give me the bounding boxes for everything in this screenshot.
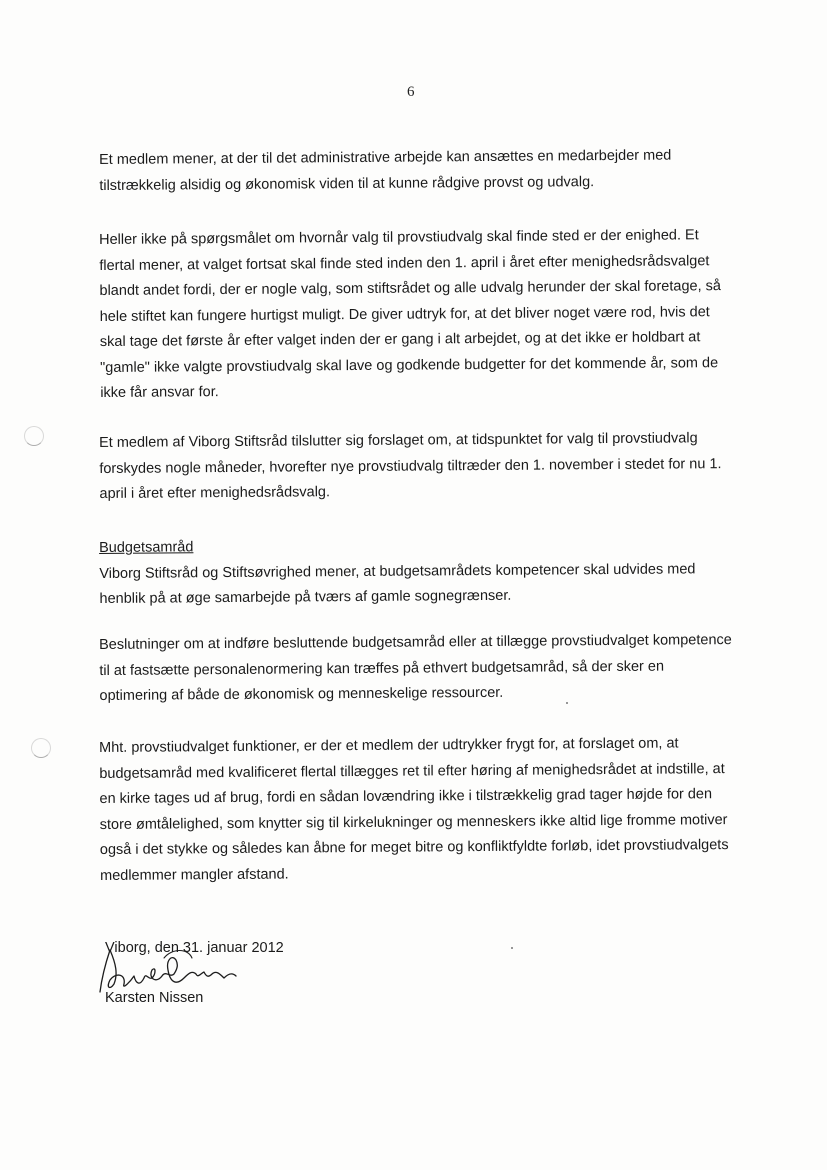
text-line: budgetsamråd med kvalificeret flertal tillægges ret til efter høring af menighedsrådet at indstille, at <box>99 760 725 782</box>
paragraph-5 <box>99 628 750 710</box>
text-line: skal tage det første år efter valget inden der er gang i alt arbejdet, og at det ikke er holdbart at <box>99 329 701 350</box>
text-line: ikke får ansvar for. <box>100 384 219 401</box>
punch-hole-top <box>24 426 44 446</box>
punch-hole-bottom <box>31 738 51 758</box>
text-line: medlemmer mangler afstand. <box>100 866 289 884</box>
scan-speck <box>511 947 513 949</box>
text-line: optimering af både de økonomisk og menneskelige ressourcer. <box>99 684 504 704</box>
text-line: "gamle" ikke valgte provstiudvalg skal lave og godkende budgetter for det kommende år, som de <box>100 354 719 376</box>
paragraph-4 <box>99 531 750 613</box>
text-line: blandt andet fordi, der er nogle valg, som stiftsrådet og alle udvalg herunder der skal foretage, så <box>99 278 722 299</box>
text-line: Beslutninger om at indføre besluttende budgetsamråd eller at tillægge provstiudvalget kompetence <box>99 632 732 653</box>
signatory-name: Karsten Nissen <box>105 990 204 1006</box>
paragraph-1 <box>99 143 749 199</box>
page-number: 6 <box>407 84 415 100</box>
text-line: Heller ikke på spørgsmålet om hvornår valg til provstiudvalg skal finde sted er der enighed. Et <box>99 227 699 248</box>
text-line: henblik på at øge samarbejde på tværs af gamle sognegrænser. <box>99 587 512 607</box>
text-line: til at fastsætte personalenormering kan træffes på ethvert budgetsamråd, så der sker en <box>99 658 665 679</box>
text-line: Mht. provstiudvalget funktioner, er der et medlem der udtrykker frygt for, at forslaget om, at <box>99 735 679 756</box>
paragraph-6 <box>99 731 750 889</box>
text-line: også i det stykke og således kan åbne for meget bitre og konfliktfyldte forløb, idet provstiudvalgets <box>99 837 729 858</box>
text-line: forskydes nogle måneder, hvorefter nye provstiudvalg tiltræder den 1. november i stedet for nu 1. <box>99 455 722 477</box>
text-line: store ømtålelighed, som knytter sig til kirkelukninger og menneskers ikke altid lige fromme motiver <box>99 811 728 833</box>
text-line: hele stiftet kan fungere hurtigst muligt. De giver udtryk for, at det bliver noget være rod, hvis det <box>99 303 710 325</box>
text-line: april i året efter menighedsrådsvalg. <box>99 484 331 502</box>
text-line: tilstrækkelig alsidig og økonomisk viden til at kunne rådgive provst og udvalg. <box>99 173 595 194</box>
handwritten-signature <box>96 944 256 1004</box>
paragraph-2 <box>99 223 750 407</box>
text-line: Et medlem af Viborg Stiftsråd tilslutter sig forslaget om, at tidspunktet for valg til provstiudvalg <box>99 430 698 451</box>
text-line: Et medlem mener, at der til det administrative arbejde kan ansættes en medarbejder med <box>99 147 672 168</box>
section-heading: Budgetsamråd <box>99 539 194 556</box>
signature-date: Viborg, den 31. januar 2012 <box>105 940 284 956</box>
paragraph-3 <box>99 426 750 508</box>
text-line: Viborg Stiftsråd og Stiftsøvrighed mener, at budgetsamrådets kompetencer skal udvides med <box>99 560 696 582</box>
text-line: flertal mener, at valget fortsat skal finde sted inden den 1. april i året efter menighedsrådsvalget <box>99 252 710 274</box>
text-line: en kirke tages ud af brug, fordi en sådan lovændring ikke i tilstrækkelig grad tager højde for den <box>99 786 713 807</box>
